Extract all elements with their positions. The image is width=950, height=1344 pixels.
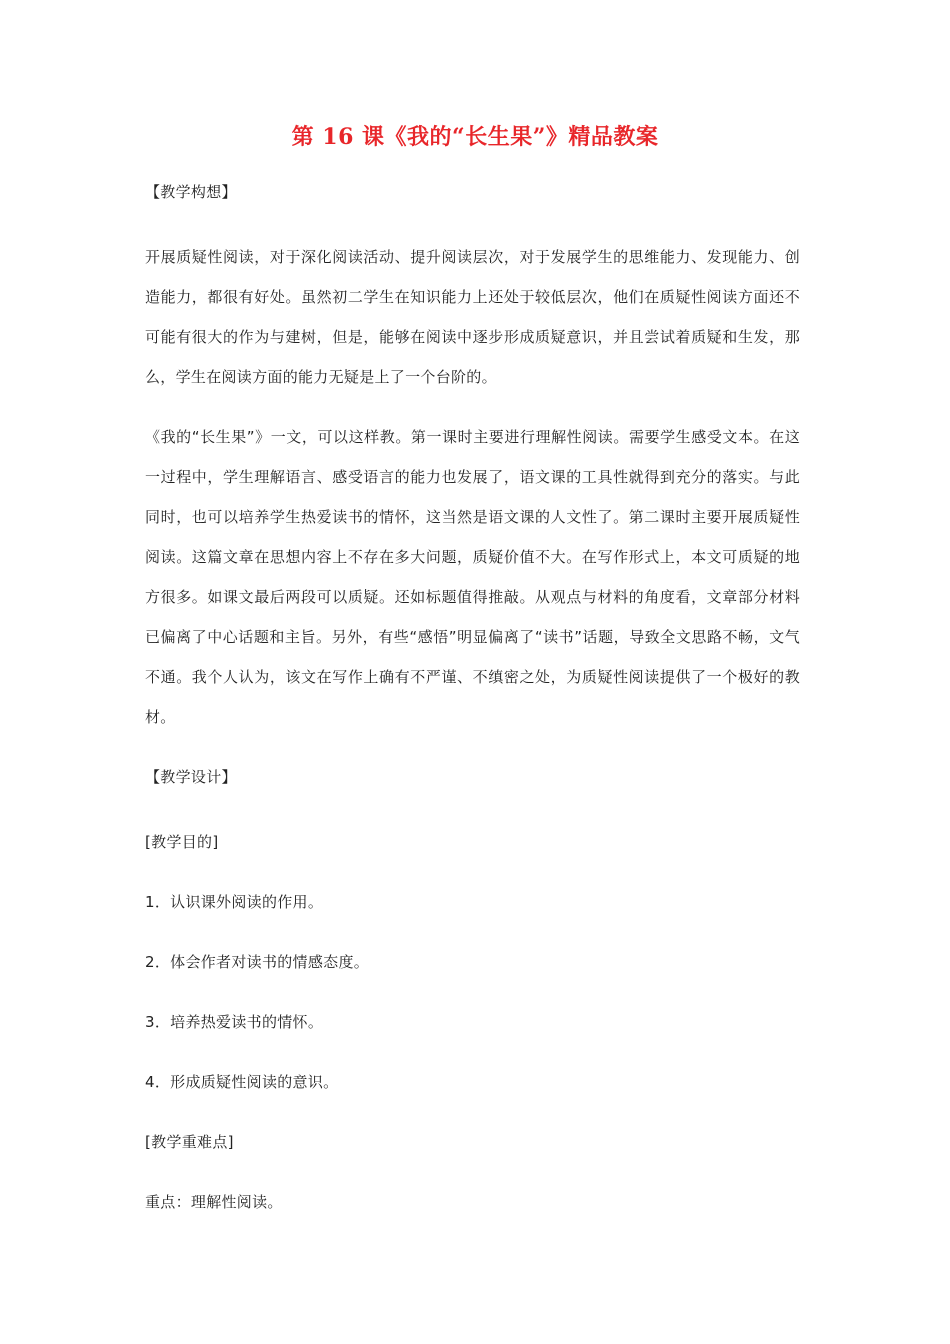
document-body [145,172,800,1242]
concept-paragraph-2: 《我的“长生果”》一文，可以这样教。第一课时主要进行理解性阅读。需要学生感受文本。在这一过程中，学生理解语言、感受语言的能力也发展了，语文课的工具性就得到充分的落实。与此同时，也可以培养学生热爱读书的情怀，这当然是语文课的人文性了。第二课时主要开展质疑性阅读。这篇文章在思想内容上不存在多大问题，质疑价值不大。在写作形式上，本文可质疑的地方很多。如课文最后两段可以质疑。还如标题值得推敲。从观点与材料的角度看，文章部分材料已偏离了中心话题和主旨。另外，有些“感悟”明显偏离了“读书”话题，导致全文思路不畅，文气不通。我个人认为，该文在写作上确有不严谨、不缜密之处，为质疑性阅读提供了一个极好的教材。 [145,428,800,726]
concept-paragraph-1: 开展质疑性阅读，对于深化阅读活动、提升阅读层次，对于发展学生的思维能力、发现能力、创造能力，都很有好处。虽然初二学生在知识能力上还处于较低层次，他们在质疑性阅读方面还不可能有很大的作为与建树，但是，能够在阅读中逐步形成质疑意识，并且尝试着质疑和生发，那么，学生在阅读方面的能力无疑是上了一个台阶的。 [145,248,800,386]
section-heading-design: 【教学设计】 [145,768,237,786]
document-title: 第 16 课《我的“长生果”》精品教案 [291,124,659,150]
objectives-heading: [教学目的] [145,833,219,851]
key-points-heading: [教学重难点] [145,1133,234,1151]
objective-item-3: 3．培养热爱读书的情怀。 [145,1013,324,1031]
objective-item-4: 4．形成质疑性阅读的意识。 [145,1073,339,1091]
section-heading-concept: 【教学构想】 [145,183,237,201]
key-point-item: 重点：理解性阅读。 [145,1193,283,1211]
objective-item-1: 1．认识课外阅读的作用。 [145,893,324,911]
objective-item-2: 2．体会作者对读书的情感态度。 [145,953,370,971]
